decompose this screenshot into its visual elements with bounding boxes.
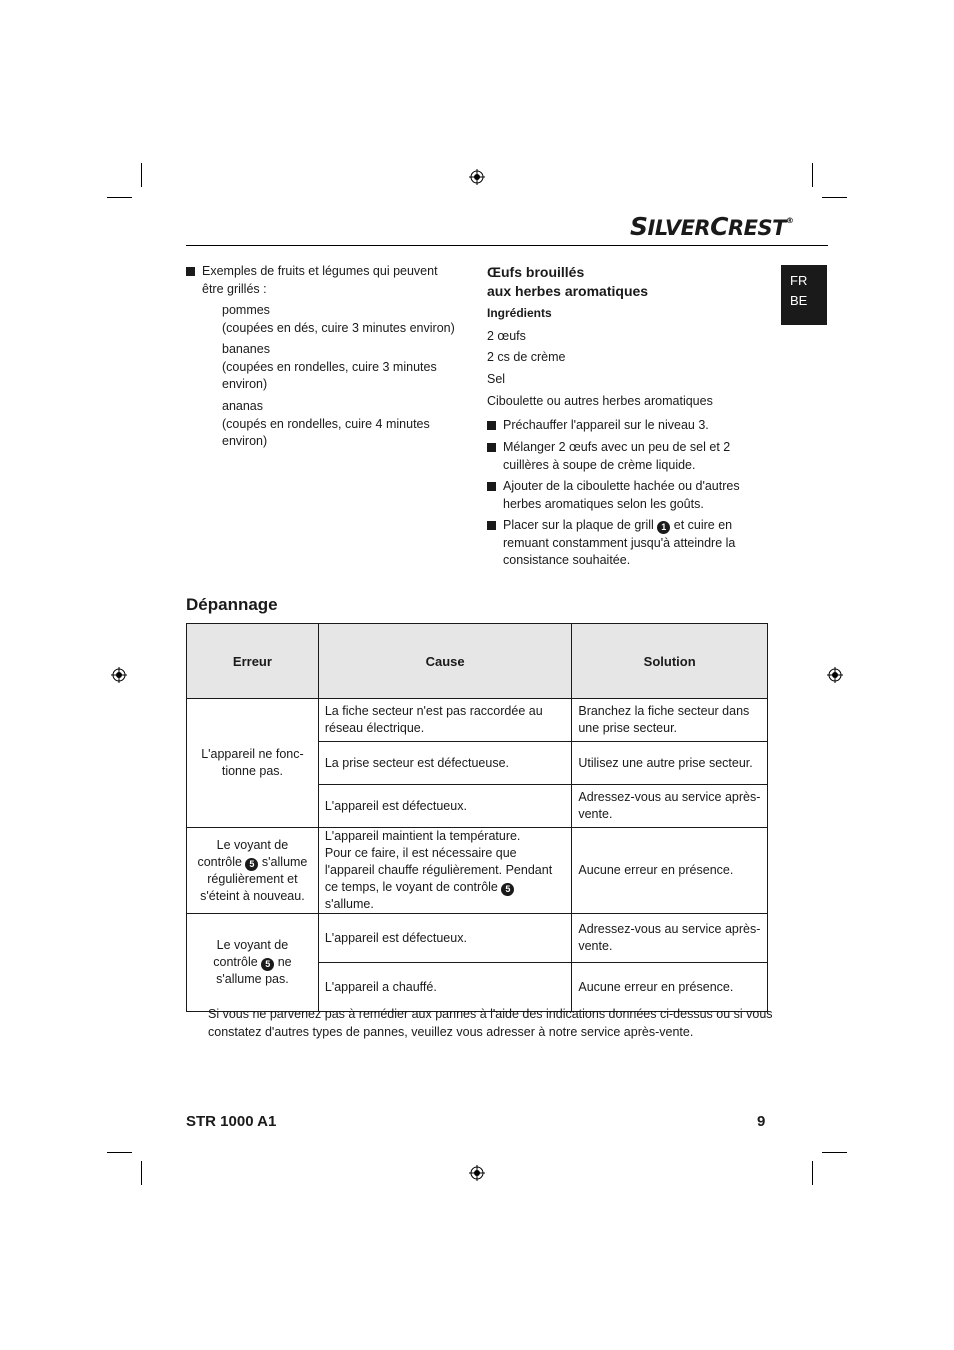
solution-cell: Adressez-vous au service après-vente. [572, 785, 768, 828]
cause-cell: L'appareil est défectueux. [318, 914, 572, 963]
crop-mark [107, 1152, 132, 1153]
registration-mark-icon [469, 1165, 485, 1181]
solution-cell: Adressez-vous au service après-vente. [572, 914, 768, 963]
step-text: Placer sur la plaque de grill [503, 518, 654, 532]
header-rule [186, 245, 828, 246]
crop-mark [812, 163, 813, 187]
bullet-square-icon [487, 482, 496, 491]
cause-cell: L'appareil est défectueux. [318, 785, 572, 828]
fruit-item [222, 341, 458, 394]
registration-mark-icon [469, 169, 485, 185]
fruit-detail: (coupées en rondelles, cuire 3 minutes environ) [222, 359, 437, 391]
recipe-title-line: Œufs brouillés [487, 264, 585, 280]
grill-plate-badge: 1 [657, 521, 670, 534]
fruit-name: bananes [222, 342, 270, 356]
registration-mark-icon [111, 667, 127, 683]
solution-cell: Aucune erreur en présence. [572, 828, 768, 914]
crop-mark [141, 163, 142, 187]
indicator-badge: 5 [501, 883, 514, 896]
solution-cell: Branchez la fiche secteur dans une prise secteur. [572, 699, 768, 742]
bullet-square-icon [487, 443, 496, 452]
error-cell [187, 828, 319, 914]
step-text: et cuire en remuant constamment jusqu'à atteindre la consistance souhaitée. [503, 518, 736, 567]
language-code-fr: FR [790, 273, 808, 288]
crop-mark [812, 1161, 813, 1185]
recipe-step [503, 517, 753, 570]
recipe-step: Ajouter de la ciboulette hachée ou d'autres herbes aromatiques selon les goûts. [503, 479, 740, 511]
table-row [187, 914, 768, 963]
table-row [187, 828, 768, 914]
table-row [187, 699, 768, 742]
footer-model: STR 1000 A1 [186, 1113, 277, 1130]
brand-logo: SILVERCREST® [630, 212, 794, 241]
cause-cell: La fiche secteur n'est pas raccordée au réseau électrique. [318, 699, 572, 742]
registration-mark-icon [827, 667, 843, 683]
recipe-title [487, 263, 767, 301]
bullet-square-icon [186, 267, 195, 276]
cause-cell: L'appareil a chauffé. [318, 963, 572, 1012]
crop-mark [822, 197, 847, 198]
solution-cell: Aucune erreur en présence. [572, 963, 768, 1012]
header-solution: Solution [572, 624, 768, 699]
fruit-intro: Exemples de fruits et légumes qui peuvent être grillés : [202, 264, 438, 296]
recipe-step: Mélanger 2 œufs avec un peu de sel et 2 cuillères à soupe de crème liquide. [503, 440, 731, 472]
ingredient: Sel [487, 372, 506, 386]
crop-mark [107, 197, 132, 198]
fruit-item [222, 398, 458, 451]
crop-mark [822, 1152, 847, 1153]
header-error: Erreur [187, 624, 319, 699]
ingredients-heading: Ingrédients [487, 306, 552, 320]
ingredient: 2 cs de crème [487, 350, 566, 364]
error-text: Le voyant de contrôle [213, 938, 289, 969]
bullet-square-icon [487, 421, 496, 430]
error-text: ne s'allume pas. [216, 955, 292, 986]
error-cell: L'appareil ne fonc-tionne pas. [187, 699, 319, 828]
language-code-be: BE [790, 293, 808, 308]
recipe-title-line: aux herbes aromatiques [487, 283, 649, 299]
cause-cell: La prise secteur est défectueuse. [318, 742, 572, 785]
fruit-name: pommes [222, 303, 270, 317]
crop-mark [141, 1161, 142, 1185]
fruit-name: ananas [222, 399, 264, 413]
language-tab [781, 265, 827, 325]
error-cell [187, 914, 319, 1012]
recipe-step: Préchauffer l'appareil sur le niveau 3. [503, 418, 709, 432]
cause-text: Pour ce faire, il est nécessaire que l'appareil chauffe régulièrement. Pendant ce temps, le voyant de contrôle [324, 846, 553, 894]
cause-cell [318, 828, 572, 914]
cause-text [325, 845, 566, 913]
bullet-square-icon [487, 521, 496, 530]
page-number: 9 [757, 1113, 766, 1130]
section-title: Dépannage [186, 595, 278, 614]
fruit-detail: (coupés en rondelles, cuire 4 minutes environ) [222, 416, 430, 448]
indicator-badge: 5 [261, 958, 274, 971]
ingredient: 2 œufs [487, 329, 526, 343]
troubleshooting-note: Si vous ne parvenez pas à remédier aux pannes à l'aide des indications données ci-dessus ou si vous constatez d'autres types de pannes, veuillez vous adresser à notre service après-vente. [208, 1007, 773, 1039]
table-header-row [187, 624, 768, 699]
indicator-badge: 5 [245, 858, 258, 871]
error-text: s'allume régulièrement et s'éteint à nouveau. [200, 854, 308, 903]
cause-text: s'allume. [324, 897, 374, 911]
cause-text: L'appareil maintient la température. [324, 829, 521, 843]
fruit-item [222, 302, 462, 337]
header-cause: Cause [318, 624, 572, 699]
troubleshooting-table [186, 623, 768, 1012]
ingredient: Ciboulette ou autres herbes aromatiques [487, 394, 713, 408]
fruit-detail: (coupées en dés, cuire 3 minutes environ) [222, 320, 455, 335]
solution-cell: Utilisez une autre prise secteur. [572, 742, 768, 785]
error-text: Le voyant de contrôle [197, 837, 289, 869]
